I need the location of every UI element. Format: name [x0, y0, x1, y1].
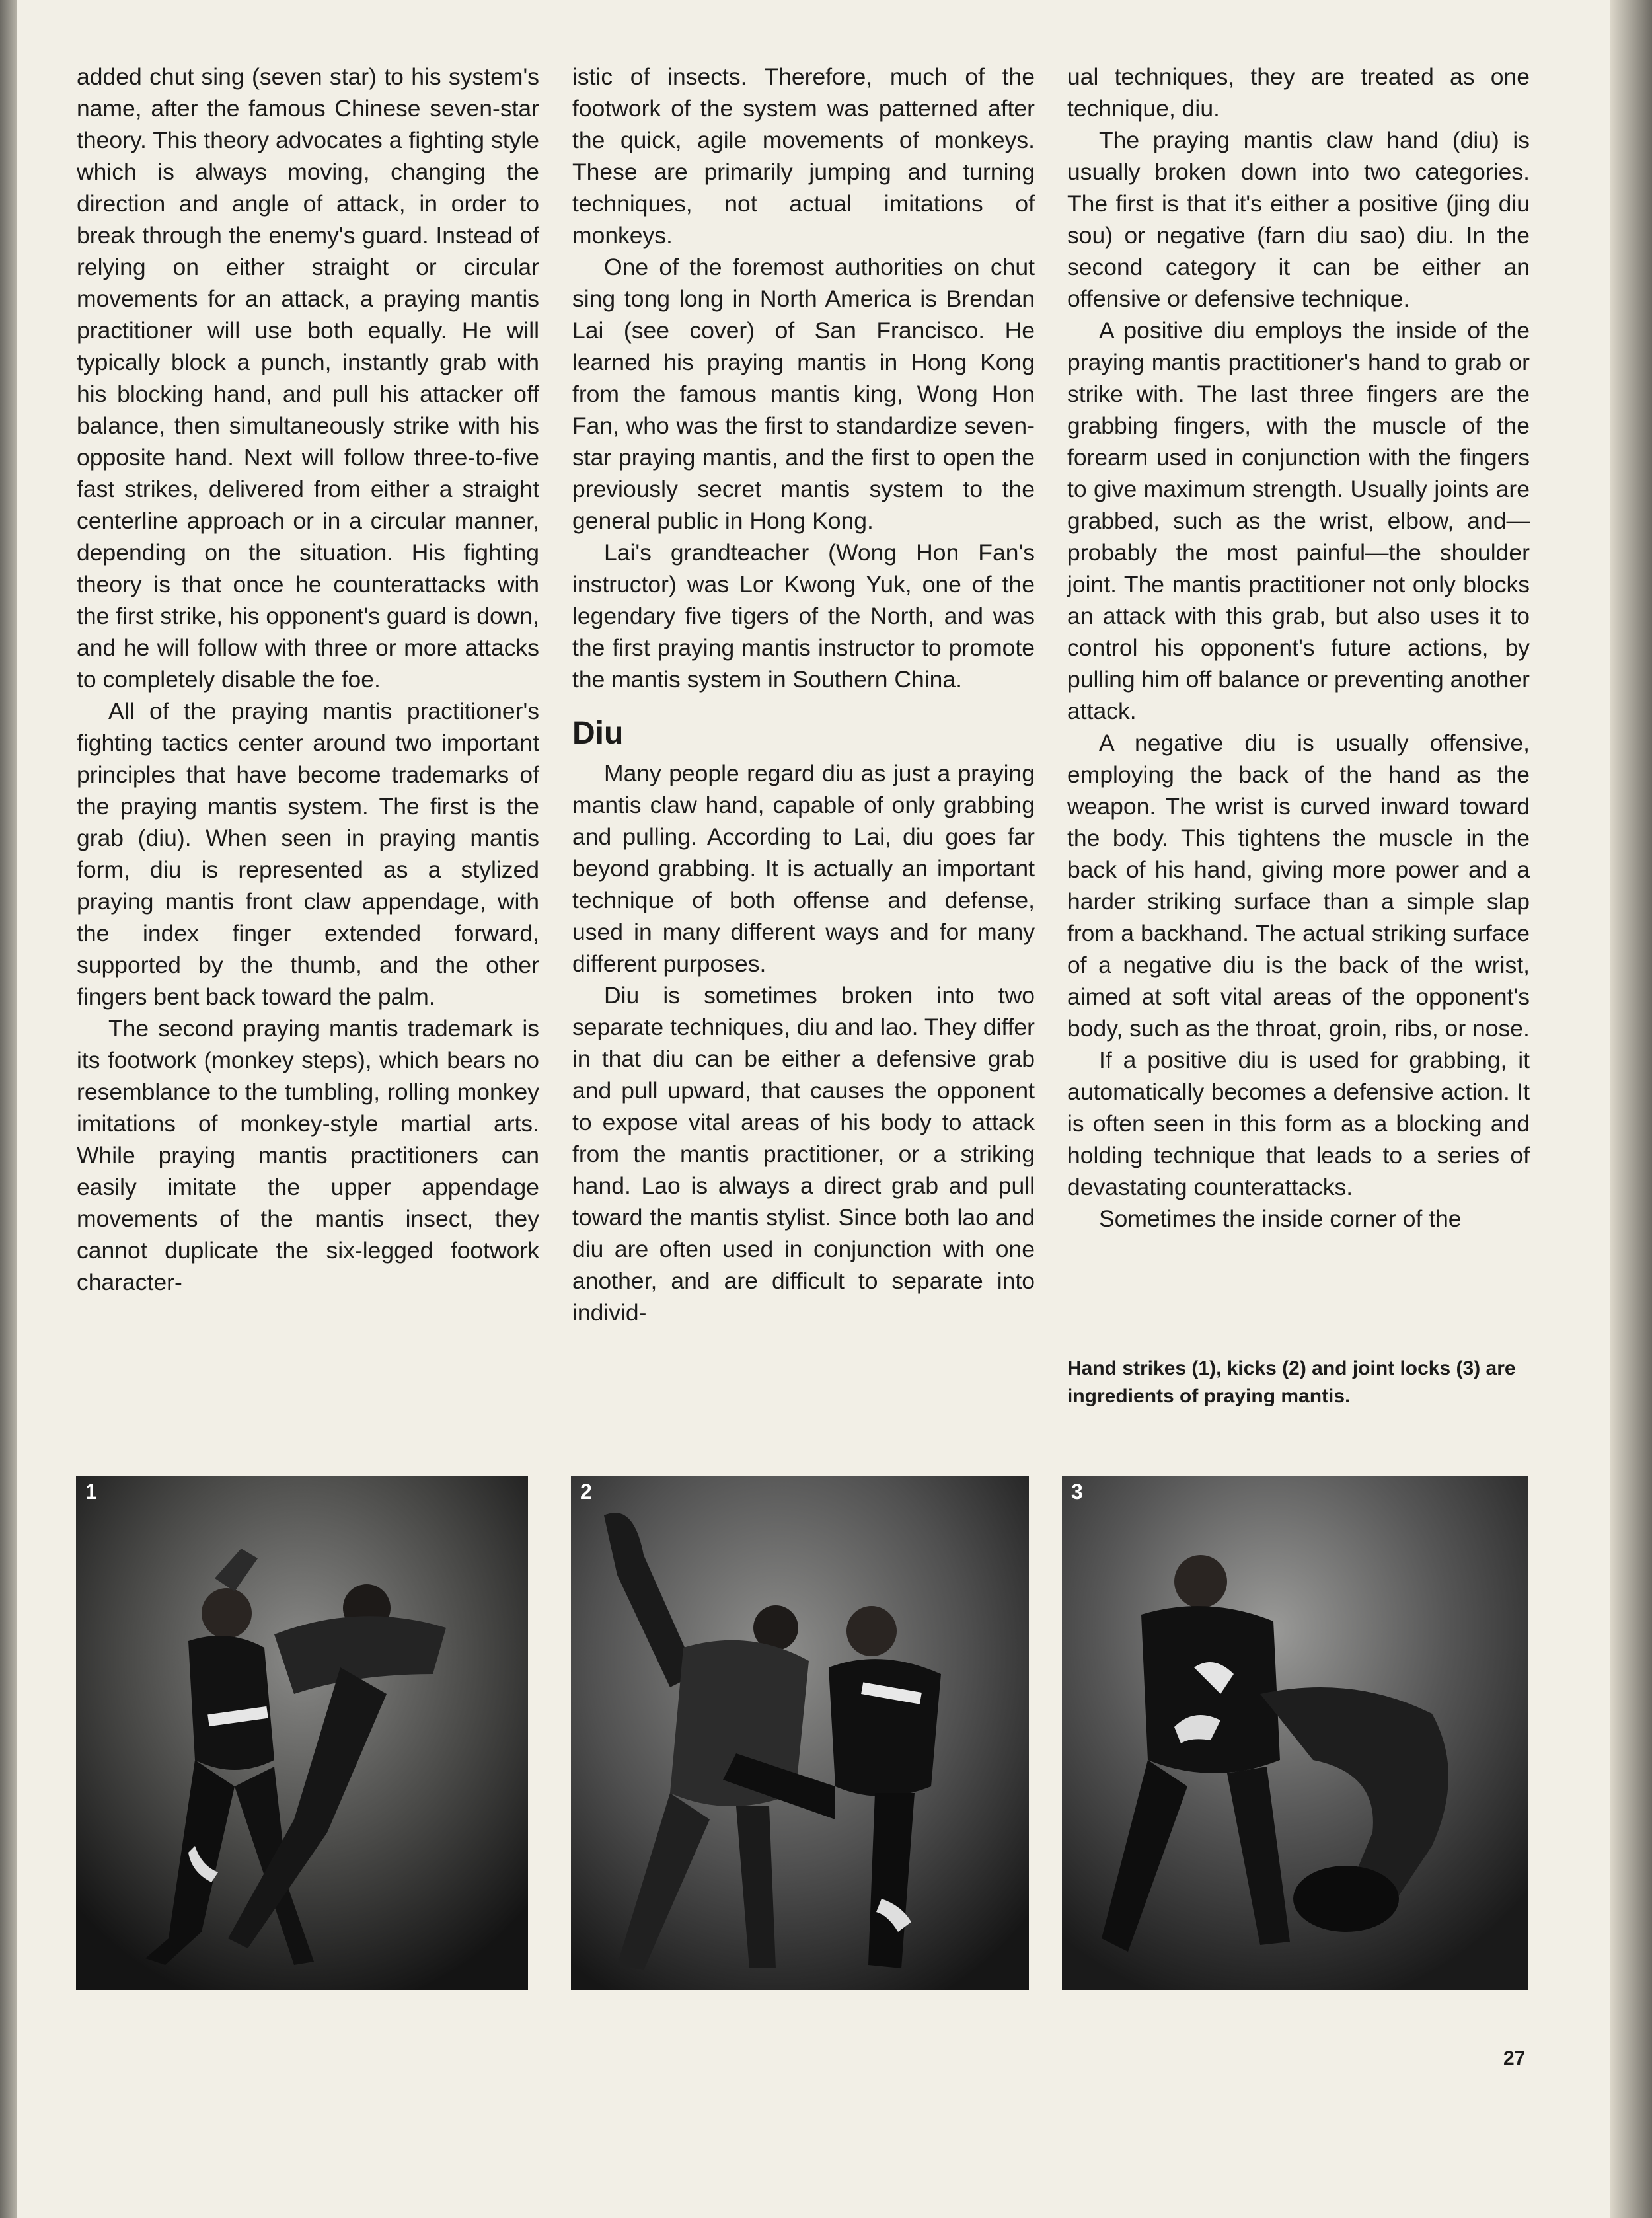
photo-caption: Hand strikes (1), kicks (2) and joint locks (3) are ingredients of praying mantis.	[1067, 1358, 1516, 1407]
photo-number: 2	[580, 1480, 592, 1504]
photo-kick	[571, 1476, 1029, 1990]
paragraph: Lai's grandteacher (Wong Hon Fan's instructor) was Lor Kwong Yuk, one of the legendary five tigers of the North, and was the first praying mantis instructor to promote the mantis system in Southern China.	[572, 539, 1035, 693]
text-column-1	[77, 61, 539, 1298]
page-binding-shadow	[0, 0, 17, 2218]
photo-hand-strike	[76, 1476, 528, 1990]
text-column-2	[572, 61, 1035, 1328]
section-heading: Diu	[572, 716, 624, 751]
paragraph: If a positive diu is used for grabbing, it automatically becomes a defensive action. It is often seen in this form as a blocking and holding technique that leads to a series of devastating counterattacks.	[1067, 1047, 1530, 1200]
photo-illustration	[571, 1476, 1029, 1990]
paragraph: A positive diu employs the inside of the praying mantis practitioner's hand to grab or strike with. The last three fingers are the grabbing fingers, with the muscle of the forearm used in conjunction with the fingers to give maximum strength. Usually joints are grabbed, such as the wrist, elbow, and—probably the most painful—the shoulder joint. The mantis practitioner not only blocks an attack with this grab, but also uses it to control his opponent's future actions, by pulling him off balance or preventing another attack.	[1067, 317, 1530, 724]
photo-illustration	[1062, 1476, 1528, 1990]
text-column-3	[1067, 61, 1530, 1235]
paragraph: ual techniques, they are treated as one technique, diu.	[1067, 63, 1530, 122]
paragraph: Diu is sometimes broken into two separate techniques, diu and lao. They differ in that diu can be either a defensive grab and pull upward, that causes the opponent to expose vital areas of his body to attack from the mantis practitioner, or a striking hand. Lao is always a direct grab and pull toward the mantis stylist. Since both lao and diu are often used in conjunction with one another, and are difficult to separate into individ-	[572, 982, 1035, 1326]
paragraph: Sometimes the inside corner of the	[1099, 1205, 1462, 1232]
paragraph: Many people regard diu as just a praying mantis claw hand, capable of only grabbing and pulling. According to Lai, diu goes far beyond grabbing. It is actually an important technique of both offense and defense, used in many different ways and for many different purposes.	[572, 760, 1035, 977]
page-edge-shadow	[1610, 0, 1652, 2218]
paragraph: One of the foremost authorities on chut sing tong long in North America is Brendan Lai (see cover) of San Francisco. He learned his praying mantis in Hong Kong from the famous mantis king, Wong Hon Fan, who was the first to standardize seven-star praying mantis, and the first to open the previously secret mantis system to the general public in Hong Kong.	[572, 254, 1035, 534]
paragraph: istic of insects. Therefore, much of the footwork of the system was patterned after the quick, agile movements of monkeys. These are primarily jumping and turning techniques, not actual imitations of monkeys.	[572, 63, 1035, 249]
photo-illustration	[76, 1476, 528, 1990]
paragraph: The second praying mantis trademark is its footwork (monkey steps), which bears no resemblance to the tumbling, rolling monkey imitations of monkey-style martial arts. While praying mantis practitioners can easily imitate the upper appendage movements of the mantis insect, they cannot duplicate the six-legged footwork character-	[77, 1015, 539, 1295]
photo-joint-lock	[1062, 1476, 1528, 1990]
photo-number: 1	[85, 1480, 97, 1504]
paragraph: All of the praying mantis practitioner's fighting tactics center around two important principles that have become trademarks of the praying mantis system. The first is the grab (diu). When seen in praying mantis form, diu is represented as a stylized praying mantis front claw appendage, with the index finger extended forward, supported by the thumb, and the other fingers bent back toward the palm.	[77, 698, 539, 1010]
page-number: 27	[1503, 2047, 1526, 2069]
paragraph: added chut sing (seven star) to his system's name, after the famous Chinese seven-star theory. This theory advocates a fighting style which is always moving, changing the direction and angle of attack, in order to break through the enemy's guard. Instead of relying on either straight or circular movements for an attack, a praying mantis practitioner will use both equally. He will typically block a punch, instantly grab with his blocking hand, and pull his attacker off balance, then simultaneously strike with his opposite hand. Next will follow three-to-five fast strikes, delivered from either a straight centerline approach or in a circular manner, depending on the situation. His fighting theory is that once he counterattacks with the first strike, his opponent's guard is down, and he will follow with three or more attacks to completely disable the foe.	[77, 63, 539, 693]
paragraph: The praying mantis claw hand (diu) is usually broken down into two categories. The first is that it's either a positive (jing diu sou) or negative (farn diu sao) diu. In the second category it can be either an offensive or defensive technique.	[1067, 127, 1530, 312]
photo-number: 3	[1071, 1480, 1083, 1504]
paragraph: A negative diu is usually offensive, employing the back of the hand as the weapon. The wrist is curved inward toward the body. This tightens the muscle in the back of his hand, giving more power and a harder striking surface than a simple slap from a backhand. The actual striking surface of a negative diu is the back of the wrist, aimed at soft vital areas of the opponent's body, such as the throat, groin, ribs, or nose.	[1067, 730, 1530, 1042]
